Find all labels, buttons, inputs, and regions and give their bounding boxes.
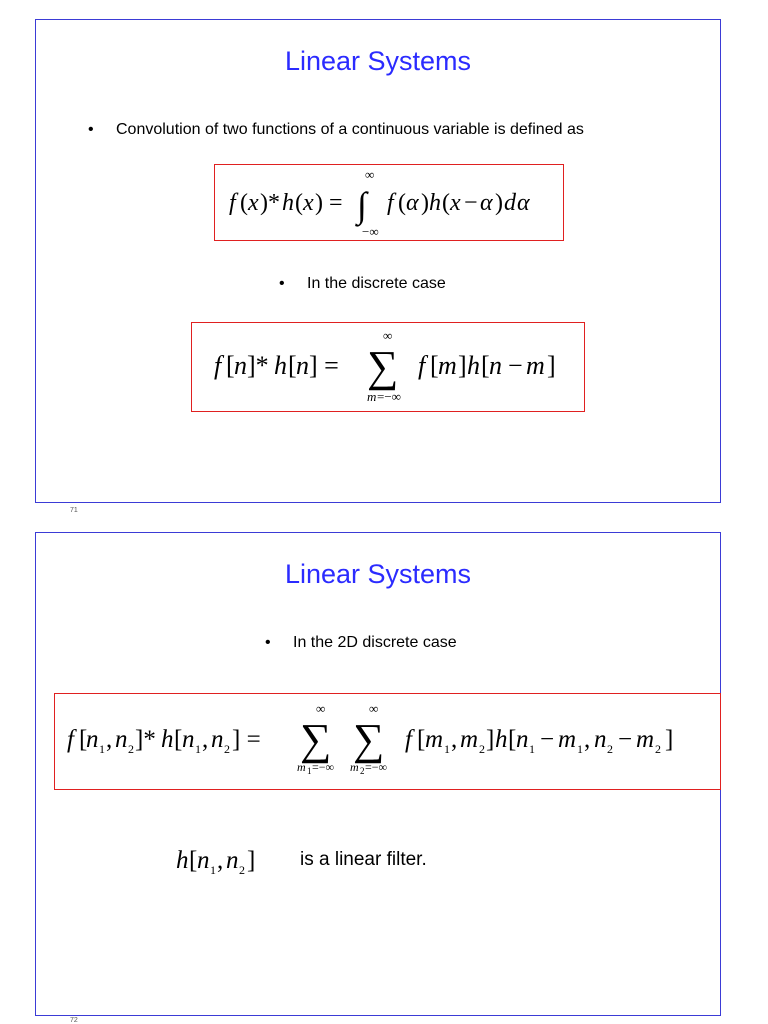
- bullet-item: [88, 121, 584, 139]
- svg-text:1: 1: [195, 742, 201, 756]
- svg-text:m: m: [558, 726, 577, 753]
- svg-text:1: 1: [307, 766, 312, 776]
- svg-text:−∞: −∞: [362, 224, 379, 239]
- svg-text:) =: ) =: [315, 190, 343, 216]
- svg-text:h: h: [429, 190, 441, 216]
- svg-text:1: 1: [444, 742, 450, 756]
- bullet-item: [265, 634, 457, 652]
- svg-text:]: ]: [458, 351, 467, 380]
- svg-text:x: x: [450, 190, 461, 216]
- svg-text:n: n: [86, 726, 99, 753]
- svg-text:(: (: [442, 190, 450, 216]
- svg-text:]: ]: [486, 726, 495, 753]
- svg-text:2: 2: [607, 742, 613, 756]
- svg-text:n: n: [226, 847, 239, 874]
- svg-text:α: α: [517, 190, 530, 216]
- svg-text:m: m: [438, 351, 457, 380]
- filter-note-text: is a linear filter.: [300, 849, 427, 870]
- svg-text:(: (: [240, 190, 248, 216]
- equation-graphic: [55, 694, 722, 791]
- svg-text:n: n: [296, 351, 309, 380]
- svg-text:h: h: [274, 351, 287, 380]
- bullet-text: In the discrete case: [307, 275, 446, 292]
- svg-text:]*: ]*: [247, 351, 269, 380]
- svg-text:=−∞: =−∞: [377, 389, 401, 404]
- svg-text:): ): [495, 190, 503, 216]
- svg-text:n: n: [489, 351, 502, 380]
- svg-text:[: [: [226, 351, 235, 380]
- slide-title: Linear Systems: [284, 46, 472, 76]
- svg-text:h: h: [495, 726, 508, 753]
- svg-text:m: m: [297, 760, 306, 774]
- svg-text:α: α: [406, 190, 419, 216]
- svg-text:m: m: [425, 726, 444, 753]
- svg-text:f: f: [229, 190, 236, 216]
- svg-text:m: m: [460, 726, 479, 753]
- svg-text:n: n: [516, 726, 529, 753]
- continuous-convolution-equation: [214, 164, 564, 241]
- svg-text:2: 2: [128, 742, 134, 756]
- svg-text:h: h: [467, 351, 480, 380]
- svg-text:1: 1: [577, 742, 583, 756]
- svg-text:n: n: [197, 847, 210, 874]
- svg-text:f: f: [67, 726, 74, 753]
- svg-text:f: f: [214, 351, 222, 380]
- svg-text:]: ]: [665, 726, 674, 753]
- svg-text:f: f: [387, 190, 394, 216]
- svg-text:2: 2: [360, 766, 365, 776]
- bullet-glyph: •: [88, 121, 94, 138]
- svg-text:h: h: [161, 726, 174, 753]
- svg-text:2: 2: [655, 742, 661, 756]
- svg-text:f: f: [418, 351, 426, 380]
- svg-text:∞: ∞: [316, 701, 326, 716]
- svg-text:]*: ]*: [135, 726, 156, 753]
- discrete-2d-convolution-equation: [54, 693, 721, 790]
- svg-text:,: ,: [217, 847, 224, 874]
- svg-text:n: n: [182, 726, 195, 753]
- svg-text:∑: ∑: [353, 715, 385, 764]
- svg-text:[: [: [481, 351, 490, 380]
- page-number: 71: [70, 507, 78, 514]
- svg-text:n: n: [594, 726, 607, 753]
- svg-text:α: α: [480, 190, 493, 216]
- bullet-item: [279, 275, 446, 293]
- svg-text:∫: ∫: [357, 185, 367, 225]
- svg-text:=−∞: =−∞: [365, 760, 388, 774]
- svg-text:d: d: [504, 190, 516, 216]
- svg-text:[: [: [288, 351, 297, 380]
- svg-text:=−∞: =−∞: [312, 760, 335, 774]
- svg-text:m: m: [526, 351, 545, 380]
- discrete-convolution-equation: [191, 322, 585, 412]
- svg-text:n: n: [211, 726, 224, 753]
- svg-text:)*: )*: [260, 190, 280, 216]
- svg-text:f: f: [405, 726, 412, 753]
- svg-text:2: 2: [239, 863, 245, 877]
- svg-text:x: x: [248, 190, 259, 216]
- svg-text:2: 2: [479, 742, 485, 756]
- svg-text:h: h: [282, 190, 294, 216]
- svg-text:] =: ] =: [309, 351, 339, 380]
- svg-text:,: ,: [202, 726, 209, 753]
- svg-text:,: ,: [106, 726, 113, 753]
- slide-title: Linear Systems: [284, 559, 472, 589]
- svg-text:1: 1: [210, 863, 216, 877]
- svg-text:[: [: [430, 351, 439, 380]
- svg-text:): ): [421, 190, 429, 216]
- svg-text:[: [: [174, 726, 183, 753]
- svg-text:x: x: [303, 190, 314, 216]
- svg-text:1: 1: [529, 742, 535, 756]
- svg-text:∑: ∑: [367, 342, 399, 391]
- svg-text:m: m: [636, 726, 655, 753]
- svg-text:(: (: [398, 190, 406, 216]
- bullet-glyph: •: [279, 275, 285, 292]
- svg-text:−: −: [508, 351, 523, 380]
- svg-text:−: −: [464, 190, 478, 216]
- filter-symbol-graphic: [174, 837, 274, 881]
- page-number: 72: [70, 1017, 78, 1024]
- slide-72: [35, 532, 721, 1016]
- svg-text:∞: ∞: [369, 701, 379, 716]
- svg-text:−: −: [540, 726, 555, 753]
- svg-text:∑: ∑: [300, 715, 332, 764]
- svg-text:] =: ] =: [232, 726, 261, 753]
- svg-text:h: h: [176, 847, 189, 874]
- equation-graphic: [192, 323, 586, 413]
- svg-text:n: n: [115, 726, 128, 753]
- bullet-text: Convolution of two functions of a continuous variable is defined as: [116, 121, 584, 138]
- svg-text:]: ]: [247, 847, 256, 874]
- svg-text:,: ,: [584, 726, 591, 753]
- svg-text:]: ]: [547, 351, 556, 380]
- svg-text:∞: ∞: [383, 328, 393, 343]
- bullet-glyph: •: [265, 634, 271, 651]
- svg-text:n: n: [234, 351, 247, 380]
- svg-text:[: [: [417, 726, 426, 753]
- svg-text:∞: ∞: [365, 167, 375, 182]
- svg-text:2: 2: [224, 742, 230, 756]
- svg-text:,: ,: [451, 726, 458, 753]
- svg-text:(: (: [295, 190, 303, 216]
- svg-text:[: [: [79, 726, 88, 753]
- slide-71: [35, 19, 721, 503]
- svg-text:1: 1: [99, 742, 105, 756]
- svg-text:m: m: [367, 389, 377, 404]
- bullet-text: In the 2D discrete case: [293, 634, 457, 651]
- equation-graphic: [215, 165, 565, 242]
- svg-text:−: −: [618, 726, 633, 753]
- svg-text:m: m: [350, 760, 359, 774]
- svg-text:[: [: [189, 847, 198, 874]
- svg-text:[: [: [508, 726, 517, 753]
